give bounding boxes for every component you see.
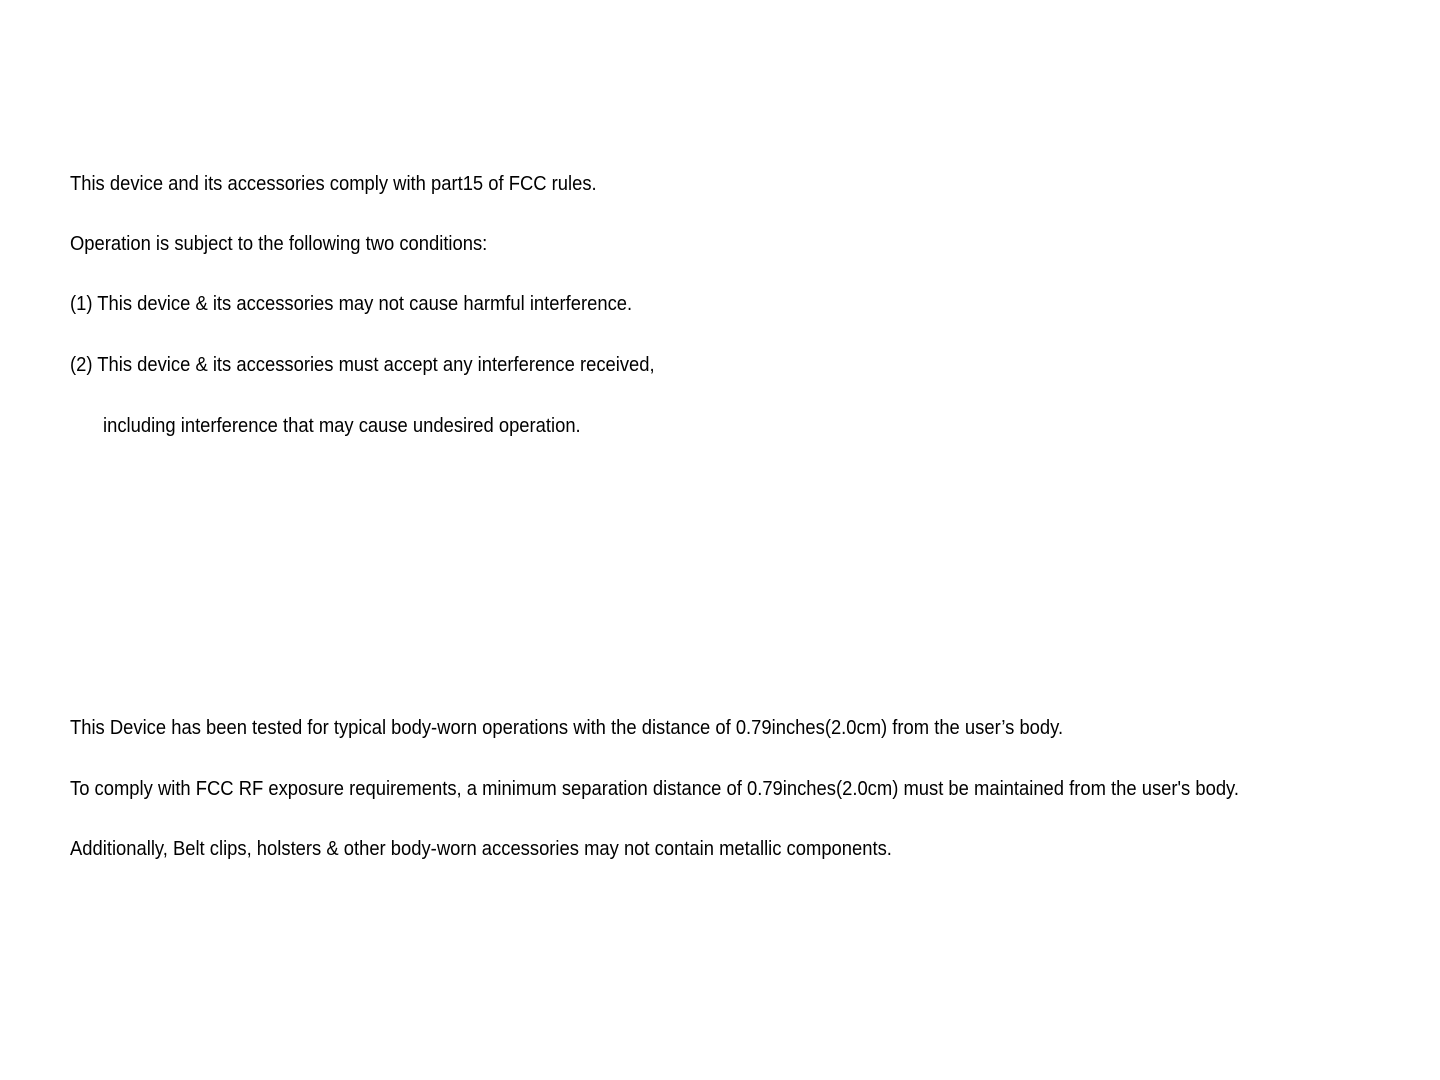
separation-distance-requirement: To comply with FCC RF exposure requirements, a minimum separation distance of 0.79inches(2.0cm) must be maintained from the user's body. (70, 778, 1240, 800)
operation-conditions-intro: Operation is subject to the following two conditions: (70, 233, 488, 255)
condition-2-continuation: including interference that may cause undesired operation. (103, 415, 581, 437)
accessories-metal-notice: Additionally, Belt clips, holsters & other body-worn accessories may not contain metallic components. (70, 838, 892, 860)
condition-1: (1) This device & its accessories may not cause harmful interference. (70, 293, 633, 315)
body-worn-test-statement: This Device has been tested for typical body-worn operations with the distance of 0.79inches(2.0cm) from the user’s body. (70, 717, 1064, 739)
fcc-compliance-statement: This device and its accessories comply with part15 of FCC rules. (70, 173, 597, 195)
condition-2: (2) This device & its accessories must accept any interference received, (70, 354, 655, 376)
